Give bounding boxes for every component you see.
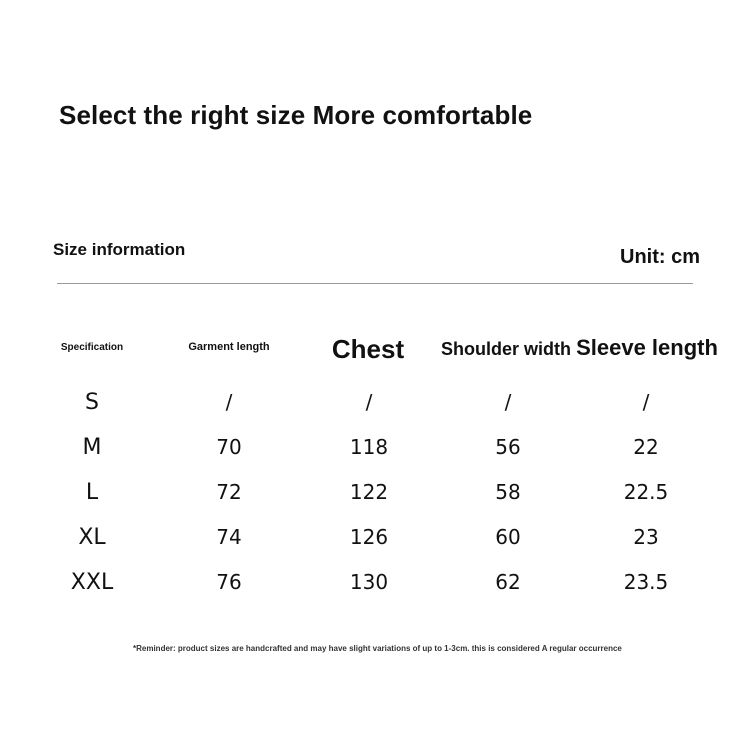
header-sleeve-length: Sleeve length: [576, 335, 718, 360]
cell-chest: 118: [349, 435, 389, 459]
cell-garment-length: /: [225, 390, 233, 414]
cell-size: XXL: [70, 570, 114, 595]
cell-chest: 130: [349, 570, 389, 594]
cell-garment-length: 76: [216, 570, 242, 594]
cell-garment-length: 70: [216, 435, 242, 459]
divider: [57, 283, 693, 284]
header-shoulder-width: Shoulder width: [441, 339, 571, 359]
unit-label: Unit: cm: [620, 246, 700, 268]
cell-garment-length: 72: [216, 480, 242, 504]
cell-size: S: [85, 390, 99, 415]
reminder-note: *Reminder: product sizes are handcrafted and may have slight variations of up to 1-3cm. this is considered A regular occurrence: [133, 644, 622, 653]
cell-shoulder-width: 62: [495, 570, 521, 594]
cell-sleeve-length: 23: [633, 525, 659, 549]
cell-size: M: [82, 435, 102, 460]
cell-shoulder-width: 60: [495, 525, 521, 549]
cell-shoulder-width: /: [504, 390, 512, 414]
cell-sleeve-length: /: [642, 390, 650, 414]
cell-shoulder-width: 58: [495, 480, 521, 504]
cell-sleeve-length: 23.5: [623, 570, 669, 594]
cell-chest: 126: [349, 525, 389, 549]
cell-sleeve-length: 22: [633, 435, 659, 459]
cell-shoulder-width: 56: [495, 435, 521, 459]
header-chest: Chest: [331, 334, 405, 364]
header-specification: Specification: [60, 342, 124, 353]
header-garment-length: Garment length: [188, 341, 270, 353]
cell-chest: /: [365, 390, 373, 414]
section-label: Size information: [53, 240, 186, 259]
cell-chest: 122: [349, 480, 389, 504]
cell-sleeve-length: 22.5: [623, 480, 669, 504]
cell-garment-length: 74: [216, 525, 242, 549]
cell-size: XL: [78, 525, 106, 550]
page-title: Select the right size More comfortable: [59, 100, 533, 130]
cell-size: L: [85, 480, 99, 505]
